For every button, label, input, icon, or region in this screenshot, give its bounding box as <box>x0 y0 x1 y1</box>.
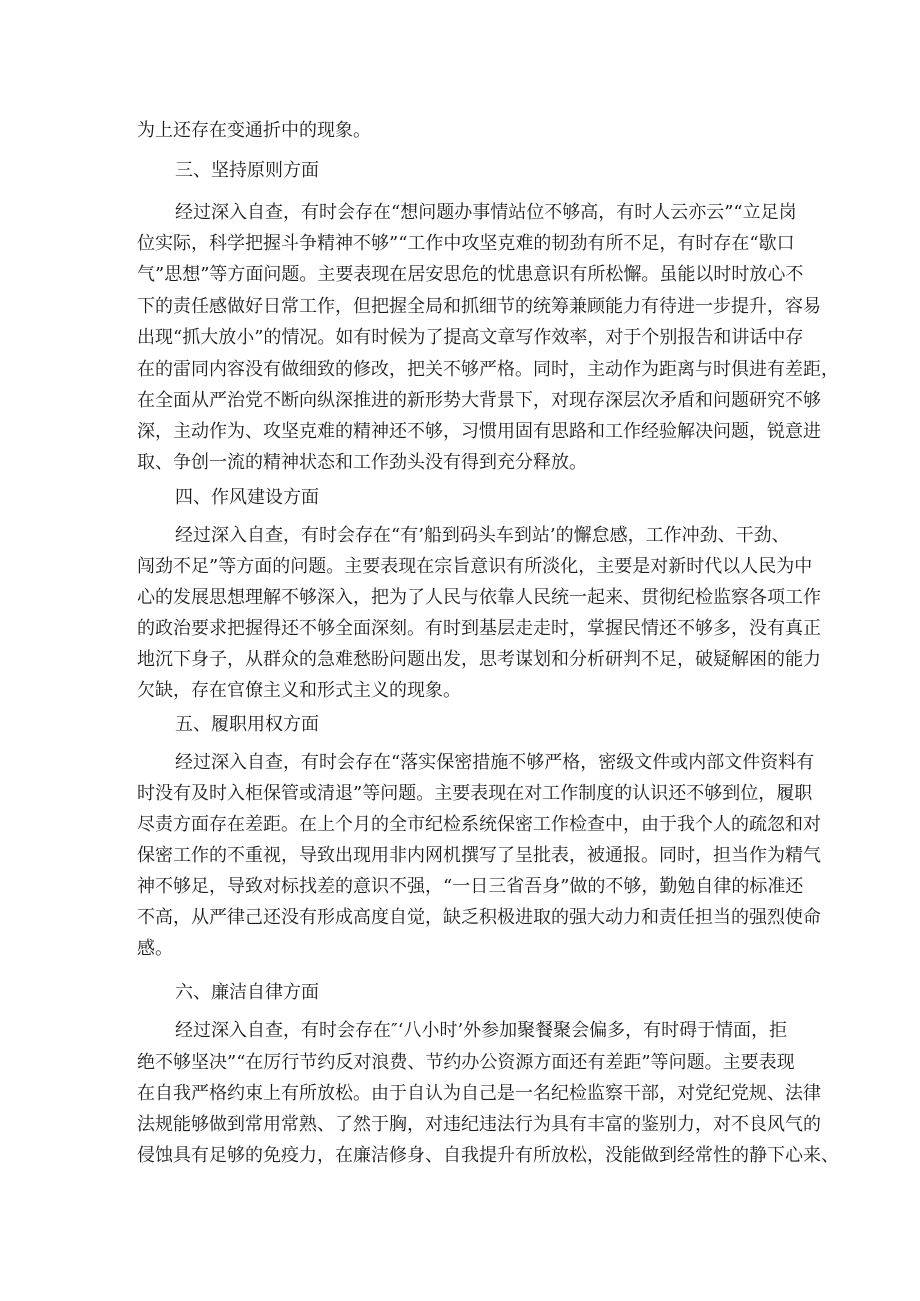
section-heading: 六、廉洁自律方面 <box>175 982 319 1003</box>
text-line: 在自我严格约束上有所放松。由于自认为自己是一名纪检监察干部，对党纪党规、法律 <box>137 1083 821 1104</box>
section-heading: 四、作风建设方面 <box>175 487 319 508</box>
text-line: 的政治要求把握得还不够全面深刻。有时到基层走走时，掌握民情还不够多，没有真正 <box>137 618 821 639</box>
text-line: 感。 <box>137 938 173 959</box>
section-heading: 五、履职用权方面 <box>175 714 319 735</box>
text-line: 气”思想”等方面问题。主要表现在居安思危的忧患意识有所松懈。虽能以时时放心不 <box>137 264 804 285</box>
text-line: 为上还存在变通折中的现象。 <box>137 120 371 141</box>
text-line: 经过深入自查，有时会存在″‘八小时’外参加聚餐聚会偏多，有时碍于情面，拒 <box>175 1020 788 1041</box>
text-line: 时没有及时入柜保管或清退”等问题。主要表现在对工作制度的认识还不够到位，履职 <box>137 783 813 804</box>
text-line: 位实际，科学把握斗争精神不够”“工作中攻坚克难的韧劲有所不足，有时存在“歇口 <box>137 233 795 254</box>
section-heading: 三、坚持原则方面 <box>175 160 319 181</box>
text-line: 在全面从严治党不断向纵深推进的新形势大背景下，对现存深层次矛盾和问题研究不够 <box>137 390 821 411</box>
text-line: 心的发展思想理解不够深入，把为了人民与依靠人民统一起来、贯彻纪检监察各项工作 <box>137 587 821 608</box>
text-line: 神不够足，导致对标找差的意识不强，“一日三省吾身”做的不够，勤勉自律的标准还 <box>137 876 804 897</box>
text-line: 侵蚀具有足够的免疫力，在廉洁修身、自我提升有所放松，没能做到经常性的静下心来、 <box>137 1145 839 1166</box>
text-line: 出现“抓大放小”的情况。如有时候为了提高文章写作效率，对于个别报告和讲话中存 <box>137 327 804 348</box>
text-line: 经过深入自查，有时会存在“落实保密措施不够严格，密级文件或内部文件资料有 <box>175 752 815 773</box>
text-line: 保密工作的不重视，导致出现用非内网机撰写了呈批表，被通报。同时，担当作为精气 <box>137 845 821 866</box>
text-line: 欠缺，存在官僚主义和形式主义的现象。 <box>137 680 461 701</box>
text-line: 经过深入自查，有时会存在“想问题办事情站位不够高，有时人云亦云”“立足岗 <box>175 202 797 223</box>
text-line: 在的雷同内容没有做细致的修改，把关不够严格。同时，主动作为距离与时俱进有差距， <box>137 359 839 380</box>
text-line: 法规能够做到常用常熟、了然于胸，对违纪违法行为具有丰富的鉴别力，对不良风气的 <box>137 1114 821 1135</box>
text-line: 地沉下身子，从群众的急难愁盼问题出发，思考谋划和分析研判不足，破疑解困的能力 <box>137 649 821 670</box>
text-line: 绝不够坚决”“在厉行节约反对浪费、节约办公资源方面还有差距”等问题。主要表现 <box>137 1052 795 1073</box>
text-line: 不高，从严律己还没有形成高度自觉，缺乏积极进取的强大动力和责任担当的强烈使命 <box>137 907 821 928</box>
text-line: 深，主动作为、攻坚克难的精神还不够，习惯用固有思路和工作经验解决问题，锐意进 <box>137 421 821 442</box>
text-line: 尽责方面存在差距。在上个月的全市纪检系统保密工作检查中，由于我个人的疏忽和对 <box>137 814 821 835</box>
text-line: 取、争创一流的精神状态和工作劲头没有得到充分释放。 <box>137 452 587 473</box>
text-line: 闯劲不足”等方面的问题。主要表现在宗旨意识有所淡化，主要是对新时代以人民为中 <box>137 556 813 577</box>
text-line: 经过深入自查，有时会存在“有’船到码头车到站’的懈怠感，工作冲劲、干劲、 <box>175 525 790 546</box>
text-line: 下的责任感做好日常工作，但把握全局和抓细节的统筹兼顾能力有待进一步提升，容易 <box>137 296 821 317</box>
